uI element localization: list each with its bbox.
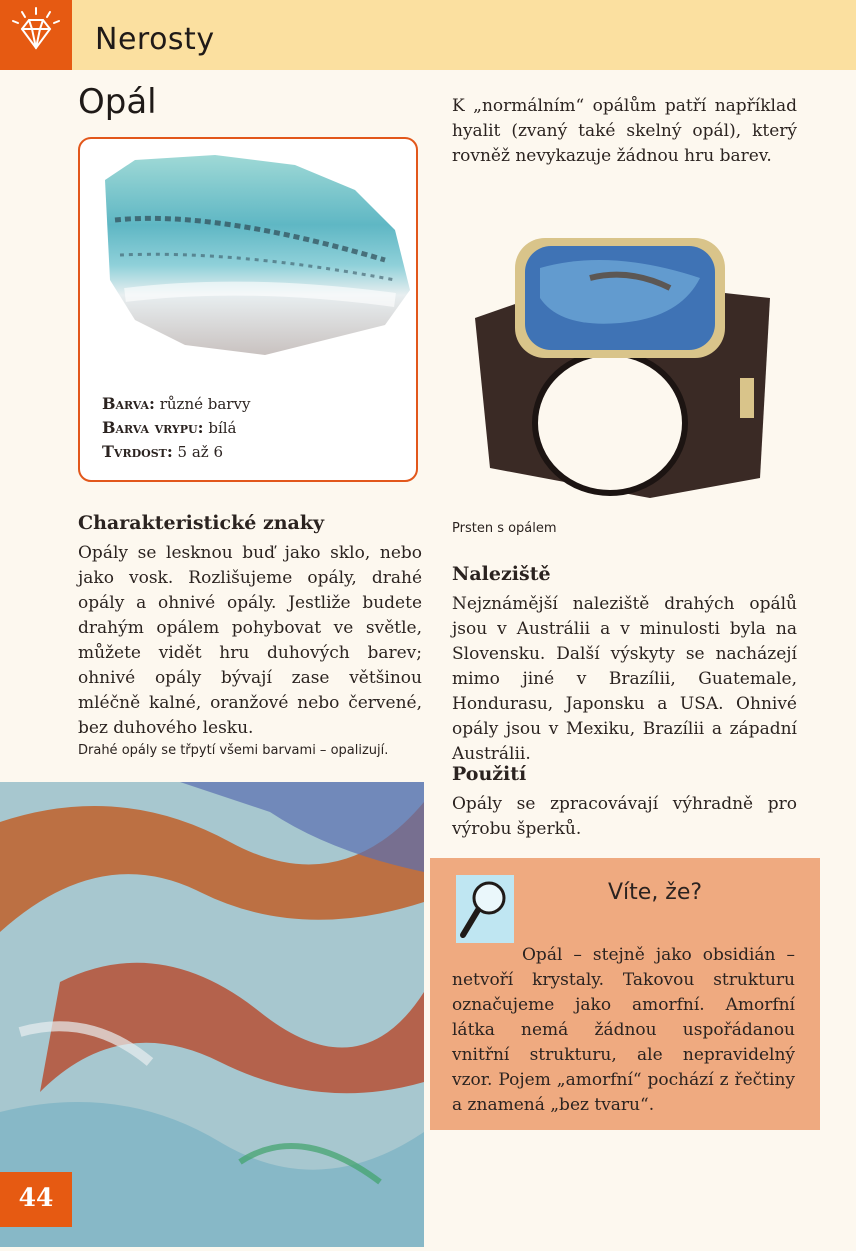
property-row (102, 418, 236, 437)
box-text: Opál – stejně jako obsidián – netvoří krystaly. Takovou strukturu označujeme jako amorfní. Amorfní látka nemá žádnou uspořádanou vnitřní strukturu, ale nepravidelný vzor. Pojem „amorfní“ pochází z řečtiny a znamená „bez tvaru“. (452, 945, 795, 1115)
image-caption: Drahé opály se třpytí všemi barvami – opalizují. (78, 743, 389, 758)
body-text: Nejznámější naleziště drahých opálů jsou v Austrálii a v minulosti byla na Slovensku. Další výskyty se nacházejí mimo jiné v Brazílii, Guatemale, Hondurasu, Japonsku a USA. Ohnivé opály jsou v Mexiku, Brazílii a západní Austrálii. (452, 594, 797, 764)
magnifier-icon (456, 875, 514, 943)
property-row (102, 394, 250, 413)
page-title: Opál (78, 82, 157, 122)
diamond-icon (0, 0, 72, 70)
property-label: Tvrdost: (102, 442, 173, 461)
image-caption: Prsten s opálem (452, 521, 557, 536)
body-text: Opály se zpracovávají výhradně pro výrobu šperků. (452, 794, 797, 839)
property-label: Barva vrypu: (102, 418, 204, 437)
property-value: bílá (208, 419, 237, 437)
section-heading: Použití (452, 763, 527, 785)
property-value: různé barvy (159, 395, 251, 413)
property-value: 5 až 6 (177, 443, 223, 461)
body-text: Opály se lesknou buď jako sklo, nebo jako vosk. Rozlišujeme opály, drahé opály a ohnivé opály. Jestliže budete drahým opálem pohybovat ve světle, můžete vidět hru duhových barev; ohnivé opály bývají zase většinou mléčně kalné, oranžové nebo červené, bez duhového lesku. (78, 543, 422, 738)
property-label: Barva: (102, 394, 155, 413)
intro-text: K „normálním“ opálům patří například hyalit (zvaný také skelný opál), který rovněž nevykazuje žádnou hru barev. (452, 96, 797, 166)
section-title: Nerosty (95, 22, 215, 57)
opal-ring-photo (470, 228, 780, 508)
property-row (102, 442, 223, 461)
section-heading: Naleziště (452, 563, 551, 585)
page-number: 44 (18, 1183, 54, 1212)
section-heading: Charakteristické znaky (78, 512, 325, 534)
box-title: Víte, že? (608, 880, 703, 905)
opal-mineral-photo (95, 150, 415, 385)
